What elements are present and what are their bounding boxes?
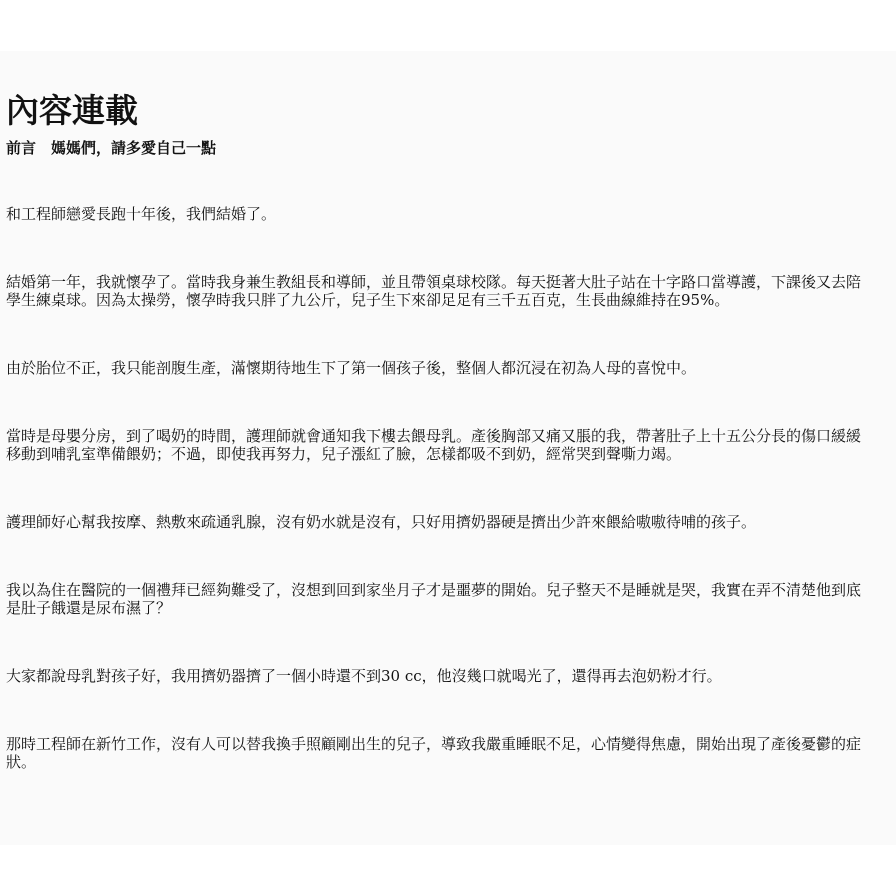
paragraph: 結婚第一年，我就懷孕了。當時我身兼生教組長和導師，並且帶領桌球校隊。每天挺著大肚子站在十字路口當導護，下課後又去陪學生練桌球。因為太操勞，懷孕時我只胖了九公斤，兒子生下來卻足足有三千五百克，生長曲線維持在95%。	[6, 273, 862, 309]
paragraph: 我以為住在醫院的一個禮拜已經夠難受了，沒想到回到家坐月子才是噩夢的開始。兒子整天不是睡就是哭，我實在弄不清楚他到底是肚子餓還是尿布濕了？	[6, 581, 862, 617]
paragraph: 大家都說母乳對孩子好，我用擠奶器擠了一個小時還不到30 cc，他沒幾口就喝光了，還得再去泡奶粉才行。	[6, 667, 722, 685]
article-page	[0, 51, 896, 845]
paragraph: 當時是母嬰分房，到了喝奶的時間，護理師就會通知我下樓去餵母乳。產後胸部又痛又脹的我，帶著肚子上十五公分長的傷口緩緩移動到哺乳室準備餵奶；不過，即使我再努力，兒子漲紅了臉，怎樣都吸不到奶，經常哭到聲嘶力竭。	[6, 427, 862, 463]
paragraph: 那時工程師在新竹工作，沒有人可以替我換手照顧剛出生的兒子，導致我嚴重睡眠不足，心情變得焦慮，開始出現了產後憂鬱的症狀。	[6, 735, 862, 771]
paragraph: 護理師好心幫我按摩、熱敷來疏通乳腺，沒有奶水就是沒有，只好用擠奶器硬是擠出少許來餵給嗷嗷待哺的孩子。	[6, 513, 757, 531]
paragraph: 由於胎位不正，我只能剖腹生產，滿懷期待地生下了第一個孩子後，整個人都沉浸在初為人母的喜悅中。	[6, 359, 697, 377]
section-title: 內容連載	[6, 91, 138, 130]
chapter-subtitle: 前言 媽媽們，請多愛自己一點	[6, 139, 217, 157]
paragraph: 和工程師戀愛長跑十年後，我們結婚了。	[6, 205, 277, 223]
